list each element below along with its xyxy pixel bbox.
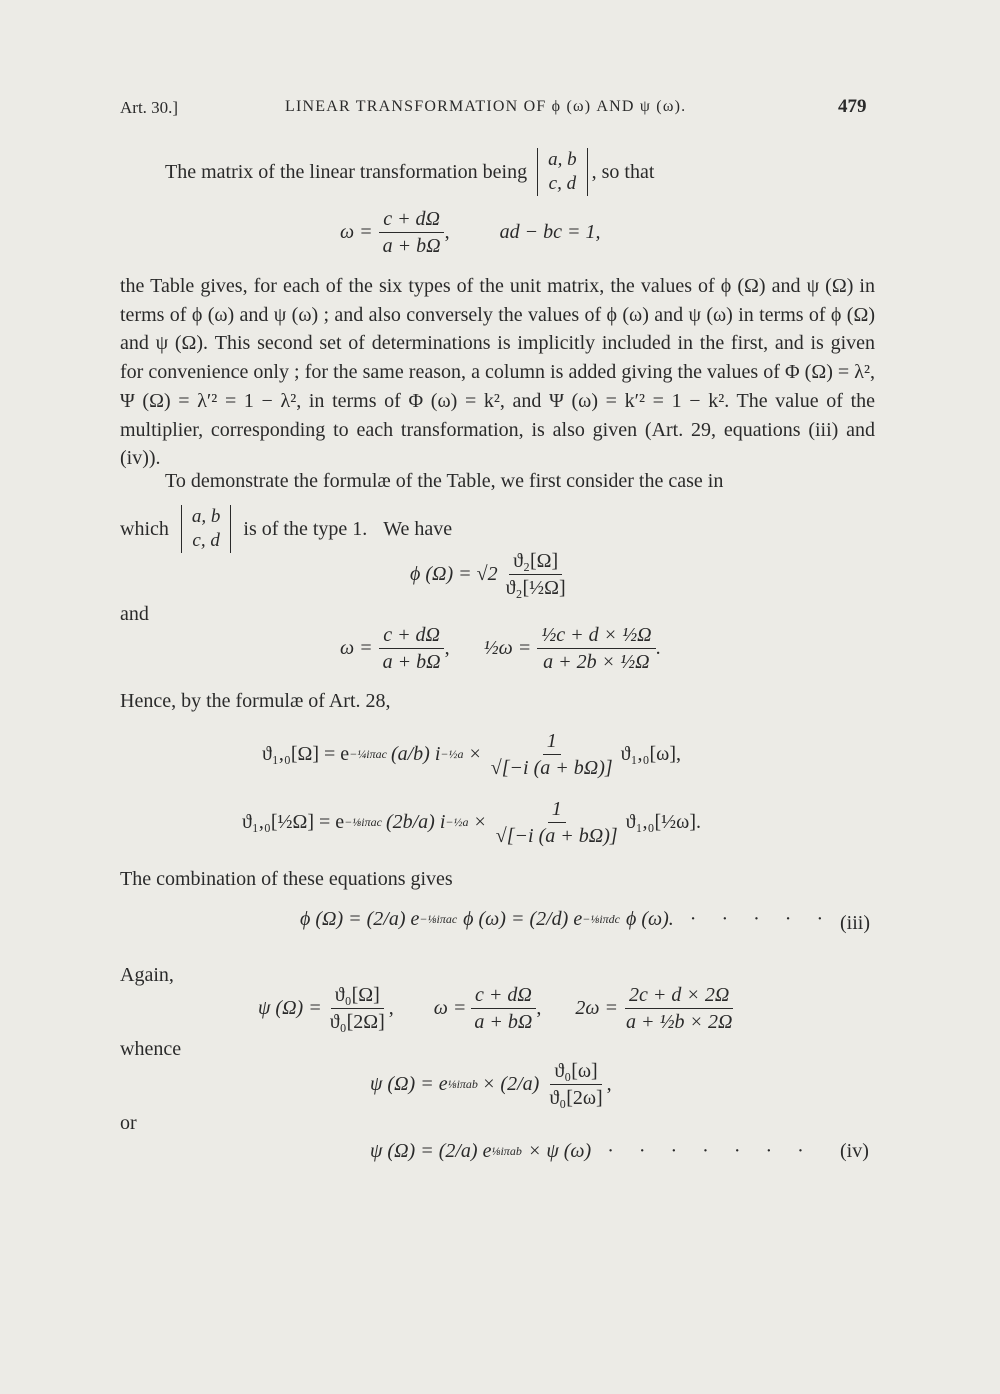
article-reference: Art. 30.]	[120, 98, 179, 117]
eq-lhs: ϕ (Ω) = (2/a) e	[300, 908, 420, 930]
times-sign: ×	[474, 811, 486, 833]
transformation-matrix	[537, 148, 588, 196]
numerator: ϑ₀[Ω]	[331, 982, 384, 1009]
or-label: or	[120, 1112, 137, 1134]
equation-label-iii: (iii)	[840, 912, 870, 934]
fraction	[537, 622, 655, 675]
eq-mid: (a/b) i	[390, 743, 441, 765]
combination-text: The combination of these equations gives	[120, 868, 453, 890]
fraction	[502, 548, 570, 601]
leader-dots: · · · · ·	[689, 908, 834, 930]
exponent: −½a	[445, 815, 469, 829]
eq-rhs: ϑ₁,₀[½ω].	[625, 811, 702, 833]
leader-dots: · · · · · · ·	[607, 1140, 814, 1162]
numerator: c + dΩ	[379, 206, 444, 233]
eq-lhs-2: ω =	[433, 997, 467, 1019]
eq-end: .	[655, 637, 661, 659]
equation-phi	[410, 548, 570, 601]
intro-line	[165, 148, 654, 196]
intro-text: The matrix of the linear transformation being	[165, 160, 528, 183]
eq-rhs: ϑ₁,₀[ω],	[620, 743, 682, 765]
exponent: −⅛iπac	[419, 912, 458, 926]
which-line	[120, 505, 452, 553]
equation-psi-whence	[370, 1058, 612, 1111]
fraction	[379, 206, 445, 259]
matrix-row: c, d	[548, 173, 577, 194]
fraction	[470, 982, 536, 1035]
eq-sep: ,	[444, 221, 450, 243]
numerator: ½c + d × ½Ω	[537, 622, 655, 649]
again-label: Again,	[120, 964, 174, 986]
denominator: ϑ₂[½Ω]	[505, 577, 566, 599]
equation-iii	[300, 908, 833, 931]
equation-label-iv: (iv)	[840, 1140, 869, 1162]
numerator: ϑ₂[Ω]	[509, 548, 562, 575]
eq-lhs: ω =	[340, 221, 373, 243]
matrix-row: a, b	[191, 506, 221, 527]
whence-label: whence	[120, 1038, 182, 1060]
type-matrix	[181, 505, 232, 553]
numerator: c + dΩ	[471, 982, 536, 1009]
intro-text-end: , so that	[591, 160, 655, 183]
exponent: −⅛iπdc	[582, 912, 620, 926]
page-number: 479	[838, 96, 867, 117]
denominator: a + ½b × 2Ω	[625, 1011, 733, 1033]
eq-mid: (2b/a) i	[385, 811, 446, 833]
numerator: 1	[548, 796, 566, 823]
fraction	[492, 796, 622, 849]
eq-lhs: ψ (Ω) = (2/a) e	[370, 1140, 492, 1162]
fraction	[487, 728, 617, 781]
equation-theta-10-half	[242, 796, 701, 849]
eq-lhs: ω =	[340, 637, 373, 659]
exponent: ⅛iπab	[447, 1077, 478, 1091]
matrix-row: a, b	[548, 149, 577, 170]
hence-text: Hence, by the formulæ of Art. 28,	[120, 690, 391, 712]
matrix-row: c, d	[192, 530, 220, 551]
exponent: −½a	[440, 747, 464, 761]
equation-omega	[340, 206, 600, 259]
exponent: ⅛iπab	[491, 1144, 522, 1158]
equation-theta-10	[262, 728, 681, 781]
eq-sep: ,	[444, 637, 450, 659]
paragraph-table-description: the Table gives, for each of the six types of the unit matrix, the values of ϕ (Ω) and ψ (Ω) in terms of ϕ (ω) and ψ (ω) ; and also conversely the values of ϕ (ω) and ψ (ω) in terms of ϕ (Ω) and ψ (Ω). This second set of determinations is implicitly included in the first, and is given for convenience only ; for the same reason, a column is added giving the values of Φ (Ω) = λ², Ψ (Ω) = λ′² = 1 − λ², in terms of Φ (ω) = k², and Ψ (ω) = k′² = 1 − k². The value of the multiplier, corresponding to each transformation, is also given (Art. 29, equations (iii) and (iv)).	[120, 275, 875, 470]
fraction	[326, 982, 389, 1035]
eq-lhs-2: ½ω =	[483, 637, 532, 659]
eq-lhs: ϑ₁,₀[Ω] = e	[262, 743, 350, 765]
equation-psi	[258, 982, 736, 1035]
eq-mid: × (2/a)	[481, 1073, 540, 1095]
denominator: √[−i (a + bΩ)]	[495, 825, 618, 847]
type-text: is of the type 1.	[243, 517, 368, 540]
equation-omega-half	[340, 622, 661, 675]
numerator: 1	[543, 728, 561, 755]
numerator: c + dΩ	[379, 622, 444, 649]
denominator: a + bΩ	[474, 1011, 533, 1033]
eq-end: ϕ (ω).	[626, 908, 674, 930]
eq-end: ,	[606, 1073, 612, 1095]
eq-lhs: ψ (Ω) =	[258, 997, 322, 1019]
fraction	[622, 982, 736, 1035]
eq-lhs: ψ (Ω) = e	[370, 1073, 448, 1095]
numerator: 2c + d × 2Ω	[625, 982, 733, 1009]
eq-sep: ,	[388, 997, 394, 1019]
exponent: −⅛iπac	[344, 815, 382, 829]
equation-iv	[370, 1140, 814, 1163]
denominator: a + bΩ	[382, 651, 441, 673]
denominator: √[−i (a + bΩ)]	[490, 757, 613, 779]
eq-rhs: ad − bc = 1,	[499, 221, 601, 243]
eq-sep: ,	[536, 997, 542, 1019]
eq-lhs: ϕ (Ω) = √2	[410, 563, 498, 585]
fraction	[545, 1058, 606, 1111]
and-label: and	[120, 603, 149, 625]
fraction	[379, 622, 445, 675]
denominator: ϑ₀[2ω]	[549, 1087, 603, 1109]
we-have-text: We have	[383, 517, 453, 540]
denominator: a + bΩ	[382, 235, 441, 257]
eq-mid: ϕ (ω) = (2/d) e	[463, 908, 583, 930]
paragraph-demonstrate: To demonstrate the formulæ of the Table, we first consider the case in	[165, 470, 724, 492]
denominator: ϑ₀[2Ω]	[329, 1011, 385, 1033]
exponent: −¼iπac	[349, 747, 387, 761]
eq-lhs-3: 2ω =	[575, 997, 618, 1019]
eq-end: × ψ (ω)	[527, 1140, 592, 1162]
running-title: LINEAR TRANSFORMATION OF ϕ (ω) AND ψ (ω).	[285, 98, 687, 115]
numerator: ϑ₀[ω]	[550, 1058, 601, 1085]
eq-lhs: ϑ₁,₀[½Ω] = e	[242, 811, 345, 833]
which-text: which	[120, 517, 169, 540]
times-sign: ×	[469, 743, 481, 765]
denominator: a + 2b × ½Ω	[543, 651, 650, 673]
